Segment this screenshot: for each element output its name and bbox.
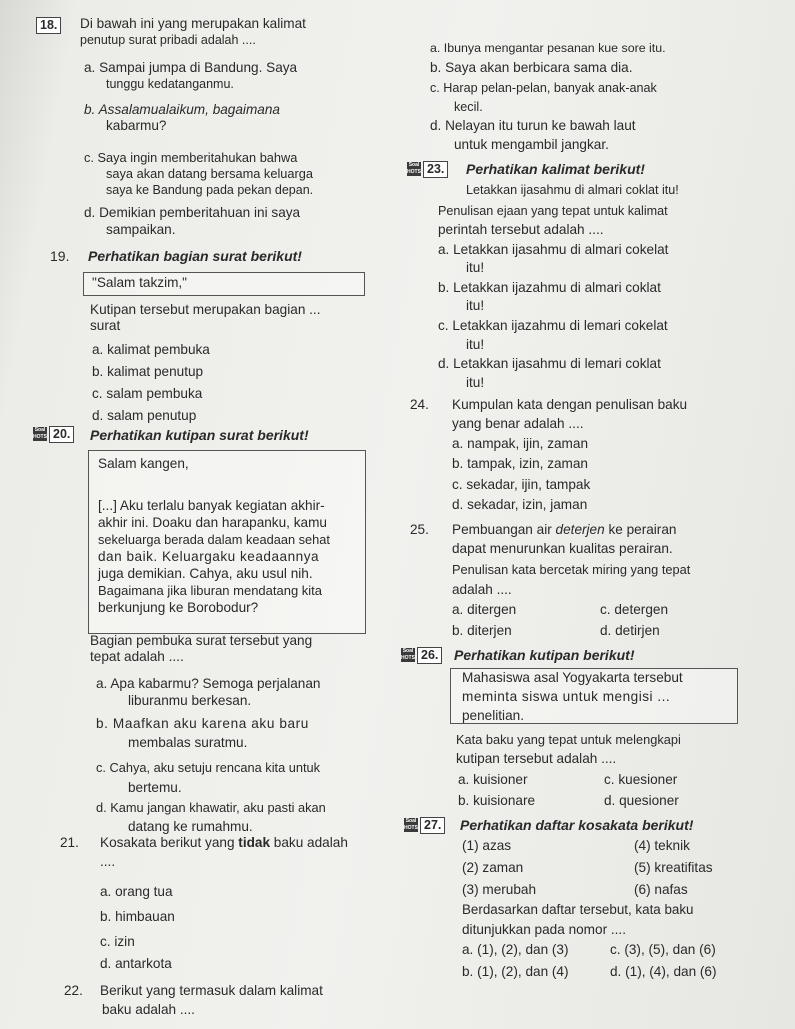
excerpt-line: dan baik. Keluargaku keadaannya [98,549,320,564]
option-b: b. Letakkan ijazahmu di almari coklat [438,280,661,295]
list-item: (2) zaman [462,860,524,875]
option-b: b. tampak, izin, zaman [452,456,588,471]
question-stem: Berdasarkan daftar tersebut, kata baku [462,902,694,917]
option-d: sampaikan. [106,222,176,237]
option-b: b. Maafkan aku karena aku baru [96,716,309,731]
option-c: c. detergen [600,602,669,617]
option-c: c. (3), (5), dan (6) [610,942,716,957]
list-item: (6) nafas [634,882,688,897]
question-stem: Penulisan kata bercetak miring yang tepat [452,562,691,577]
stem-italic: deterjen [555,522,605,537]
excerpt-line: penelitian. [462,708,524,723]
option-a: itu! [466,260,485,275]
question-stem: Kata baku yang tepat untuk melengkapi [456,732,681,747]
hots-tag-icon: Soal HOTS [407,162,421,175]
option-c: c. izin [100,934,135,949]
option-b: b. kuisionare [458,793,536,808]
option-c: c. Letakkan ijazahmu di lemari cokelat [438,318,668,333]
list-item: (3) merubah [462,882,537,897]
option-d: d. detirjen [600,623,660,638]
option-a: a. Letakkan ijasahmu di almari cokelat [438,242,669,257]
question-stem: adalah .... [452,582,512,597]
question-number: 19. [50,248,70,264]
question-number: 24. [410,397,429,412]
excerpt-line: Mahasiswa asal Yogyakarta tersebut [462,670,683,685]
question-number: 20. [49,426,74,443]
option-c: c. kuesioner [604,772,678,787]
question-stem [100,835,348,851]
question-stem: Penulisan ejaan yang tepat untuk kalimat [438,204,668,218]
question-stem: perintah tersebut adalah .... [438,222,604,237]
question-stem: kutipan tersebut adalah .... [456,751,617,766]
stem-part: Pembuangan air [452,522,556,537]
question-stem: .... [100,854,116,869]
quote-text: "Salam takzim," [92,275,188,290]
question-number: 26. [417,647,442,664]
option-d: datang ke rumahmu. [128,819,253,834]
question-stem: Perhatikan kutipan surat berikut! [90,427,309,443]
option-d: d. sekadar, izin, jaman [452,497,588,512]
excerpt-line: [...] Aku terlalu banyak kegiatan akhir- [98,498,325,513]
option-c: c. Cahya, aku setuju rencana kita untuk [96,760,321,775]
option-c: itu! [466,337,485,352]
question-stem: ditunjukkan pada nomor .... [462,922,626,937]
excerpt-line: Bagaimana jika liburan mendatang kita [98,583,323,598]
question-number: 25. [410,522,429,537]
question-number: 22. [64,983,83,998]
list-item: (4) teknik [634,838,690,853]
question-stem: penutup surat pribadi adalah .... [80,33,256,47]
question-stem: dapat menurunkan kualitas perairan. [452,541,673,556]
option-d: d. Nelayan itu turun ke bawah laut [430,118,636,133]
question-stem: Bagian pembuka surat tersebut yang [90,633,313,648]
list-item: (1) azas [462,838,512,853]
option-a: a. ditergen [452,602,517,617]
question-stem: Perhatikan kalimat berikut! [466,161,645,177]
option-b: kabarmu? [106,118,167,133]
excerpt-line: berkunjung ke Borobodur? [98,600,259,615]
question-number: 18. [36,17,61,34]
option-d: d. Kamu jangan khawatir, aku pasti akan [96,800,326,815]
excerpt-line: akhir ini. Doaku dan harapanku, kamu [98,515,327,530]
excerpt-line: sekeluarga berada dalam keadaan sehat [98,532,330,547]
option-a: a. nampak, ijin, zaman [452,436,589,451]
option-b: b. Saya akan berbicara sama dia. [430,60,633,75]
hots-tag-icon: Soal HOTS [33,427,47,440]
question-number: 27. [420,817,445,834]
option-b: b. kalimat penutup [92,364,204,379]
option-c: c. Harap pelan-pelan, banyak anak-anak [430,81,657,95]
question-stem: Perhatikan daftar kosakata berikut! [460,817,694,833]
excerpt-line: juga demikian. Cahya, aku usul nih. [98,566,313,581]
hots-tag-icon: Soal HOTS [401,648,415,661]
question-number: 23. [423,161,448,178]
option-c: c. sekadar, ijin, tampak [452,477,591,492]
question-stem: Perhatikan kutipan berikut! [454,647,635,663]
option-a: liburanmu berkesan. [128,693,252,708]
option-b: b. Assalamualaikum, bagaimana [84,102,280,117]
question-stem: Di bawah ini yang merupakan kalimat [80,16,306,31]
option-a: tunggu kedatanganmu. [106,77,234,91]
option-c: saya akan datang bersama keluarga [106,166,314,181]
option-a: a. Apa kabarmu? Semoga perjalanan [96,676,321,691]
option-b: b. himbauan [100,909,175,924]
stem-part: Kosakata berikut yang [100,835,239,850]
option-d: d. (1), (4), dan (6) [610,964,717,979]
option-a: a. orang tua [100,884,173,899]
option-b: membalas suratmu. [128,735,248,750]
option-a: a. Sampai jumpa di Bandung. Saya [84,60,298,75]
question-stem: Kumpulan kata dengan penulisan baku [452,397,688,412]
stem-emphasis: tidak [238,835,271,850]
option-a: a. kalimat pembuka [92,342,210,357]
option-c: bertemu. [128,780,182,795]
option-b: b. (1), (2), dan (4) [462,964,569,979]
option-c: c. Saya ingin memberitahukan bahwa [84,150,298,165]
question-stem: surat [90,318,121,333]
option-d: d. antarkota [100,956,172,971]
option-d: d. salam penutup [92,408,197,423]
option-c: c. salam pembuka [92,386,203,401]
option-d: d. Letakkan ijasahmu di lemari coklat [438,356,661,371]
excerpt-line: Salam kangen, [98,456,189,471]
option-a: a. kuisioner [458,772,528,787]
option-b: itu! [466,298,485,313]
stem-part: ke perairan [604,522,677,537]
question-number: 21. [60,835,79,850]
question-stem [452,522,676,538]
question-stem: Kutipan tersebut merupakan bagian ... [90,302,321,317]
hots-tag-icon: Soal HOTS [404,818,418,831]
question-stem: Berikut yang termasuk dalam kalimat [100,983,323,998]
option-c: kecil. [454,100,483,114]
question-stem: baku adalah .... [102,1002,195,1017]
option-b: b. diterjen [452,623,512,638]
excerpt-line: meminta siswa untuk mengisi ... [462,689,671,704]
option-d: d. quesioner [604,793,679,808]
option-d: untuk mengambil jangkar. [454,137,609,152]
question-stem: Perhatikan bagian surat berikut! [88,248,302,264]
option-c: saya ke Bandung pada pekan depan. [106,183,314,197]
option-d: d. Demikian pemberitahuan ini saya [84,205,301,220]
question-stem: tepat adalah .... [90,649,184,664]
option-a: a. (1), (2), dan (3) [462,942,569,957]
option-d: itu! [466,375,485,390]
question-stem: yang benar adalah .... [452,416,584,431]
stem-part: baku adalah [270,835,348,850]
option-a: a. Ibunya mengantar pesanan kue sore itu. [430,41,666,55]
list-item: (5) kreatifitas [634,860,713,875]
sentence: Letakkan ijasahmu di almari coklat itu! [466,183,679,197]
